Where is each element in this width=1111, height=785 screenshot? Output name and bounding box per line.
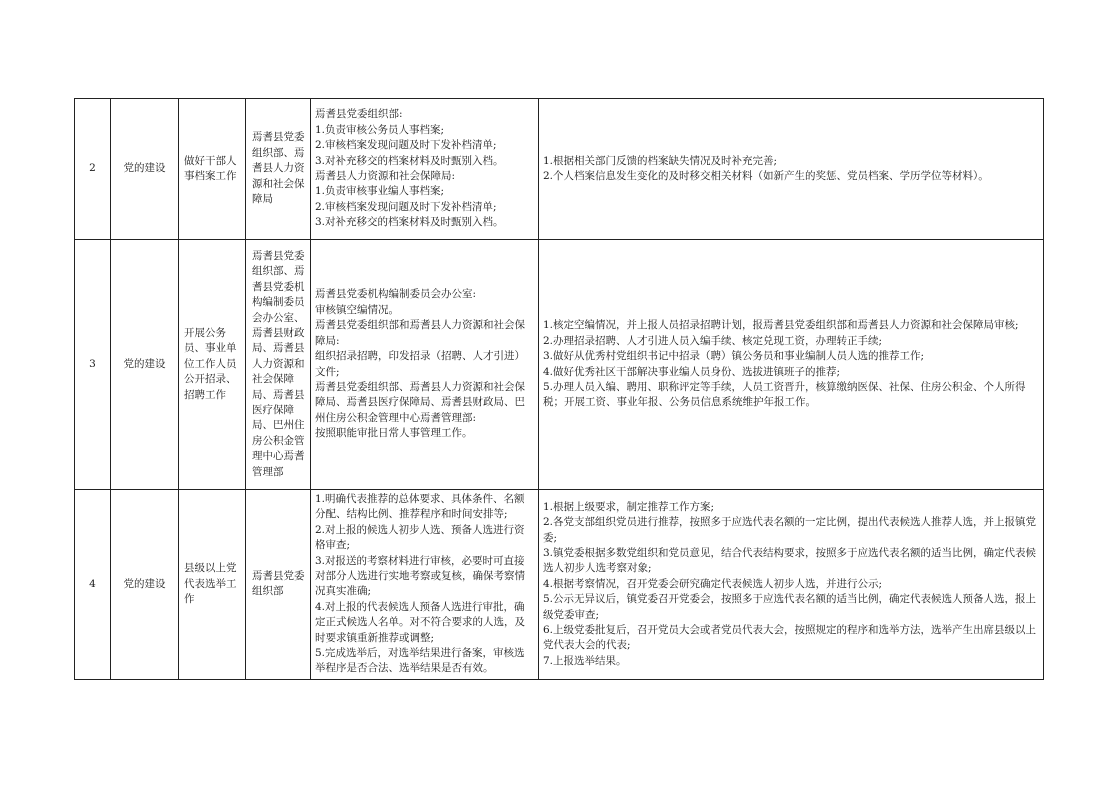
town-duty-line: 6.上级党委批复后，召开党员大会或者党员代表大会，按照规定的程序和选举方法，选举产生出席县级以上党代表大会的代表; (543, 623, 1037, 652)
town-duty-line: 2.个人档案信息发生变化的及时移交相关材料（如新产生的奖惩、党员档案、学历学位等材料）。 (543, 170, 989, 182)
row-number: 4 (75, 490, 111, 680)
county-duty-line: 组织招录招聘，印发招录（招聘、人才引进）文件; (315, 350, 525, 378)
table-row (75, 99, 1044, 240)
town-duty-line: 4.做好优秀社区干部解决事业编人员身份、选拔进镇班子的推荐; (543, 365, 841, 378)
county-duty-line: 焉耆县党委机构编制委员会办公室: (315, 288, 477, 301)
county-duty-line: 2.审核档案发现问题及时下发补档清单; (315, 139, 497, 152)
county-duty-line: 焉耆县党委组织部、焉耆县人力资源和社会保障局、焉耆县医疗保障局、焉耆县财政局、巴州住房公积金管理中心焉耆管理部: (315, 380, 525, 424)
item-cell: 县级以上党代表选举工作 (179, 490, 246, 680)
item-cell: 开展公务员、事业单位工作人员公开招录、招聘工作 (179, 240, 246, 490)
row-number: 2 (75, 99, 111, 240)
county-duty-cell (311, 99, 539, 240)
county-duty-cell (311, 490, 539, 680)
town-duty-line: 2.各党支部组织党员进行推荐，按照多于应选代表名额的一定比例，提出代表候选人推荐人选，并上报镇党委; (543, 516, 1037, 544)
town-duty-cell (539, 490, 1044, 680)
duty-table (74, 98, 1044, 680)
town-duty-line: 1.根据上级要求，制定推荐工作方案; (543, 500, 715, 513)
town-duty-line: 7.上报选举结果。 (543, 654, 627, 667)
item-cell: 做好干部人事档案工作 (179, 99, 246, 240)
row-number: 3 (75, 240, 111, 490)
category-cell: 党的建设 (111, 99, 179, 240)
county-duty-line: 1.明确代表推荐的总体要求、具体条件、名额分配、结构比例、推荐程序和时间安排等; (315, 493, 525, 521)
county-duty-line: 1.负责审核公务员人事档案; (315, 123, 445, 136)
county-duty-line: 2.审核档案发现问题及时下发补档清单; (315, 200, 497, 213)
county-duty-line: 5.完成选举后，对选举结果进行备案，审核选举程序是否合法、选举结果是否有效。 (315, 647, 525, 675)
town-duty-line: 1.根据相关部门反馈的档案缺失情况及时补充完善; (543, 154, 778, 167)
county-duty-cell (311, 240, 539, 490)
department-cell: 焉耆县党委组织部、焉耆县人力资源和社会保障局 (246, 99, 311, 240)
table-row (75, 490, 1044, 680)
county-duty-line: 3.对补充移交的档案材料及时甄别入档。 (315, 154, 504, 167)
county-duty-line: 2.对上报的候选人初步人选、预备人选进行资格审查; (315, 523, 525, 552)
county-duty-line: 1.负责审核事业编人事档案; (315, 185, 445, 198)
town-duty-line: 3.做好从优秀村党组织书记中招录（聘）镇公务员和事业编制人员人选的推荐工作; (543, 350, 925, 363)
county-duty-line: 焉耆县党委组织部和焉耆县人力资源和社会保障局: (315, 319, 525, 347)
county-duty-line: 按照职能审批日常人事管理工作。 (315, 427, 473, 440)
category-cell: 党的建设 (111, 240, 179, 490)
department-cell: 焉耆县党委组织部、焉耆县党委机构编制委员会办公室、焉耆县财政局、焉耆县人力资源和社会保障局、焉耆县医疗保障局、巴州住房公积金管理中心焉耆管理部 (246, 240, 311, 490)
town-duty-line: 4.根据考察情况，召开党委会研究确定代表候选人初步人选，并进行公示; (543, 577, 883, 590)
town-duty-line: 5.公示无异议后，镇党委召开党委会，按照多于应选代表名额的适当比例，确定代表候选人预备人选，报上级党委审查; (543, 593, 1037, 621)
county-duty-line: 焉耆县党委组织部: (315, 108, 403, 121)
county-duty-line: 4.对上报的代表候选人预备人选进行审批，确定正式候选人名单。对不符合要求的人选，及时要求镇重新推荐或调整; (315, 600, 525, 644)
town-duty-line: 5.办理人员入编、聘用、职称评定等手续，人员工资晋升，核算缴纳医保、社保、住房公积金、个人所得税；开展工资、事业年报、公务员信息系统维护年报工作。 (543, 380, 1026, 409)
town-duty-line: 1.核定空编情况，并上报人员招录招聘计划，报焉耆县党委组织部和焉耆县人力资源和社会保障局审核; (543, 319, 1019, 332)
town-duty-line: 3.镇党委根据多数党组织和党员意见，结合代表结构要求，按照多于应选代表名额的适当比例，确定代表候选人初步人选考察对象; (543, 546, 1037, 575)
county-duty-line: 3.对补充移交的档案材料及时甄别入档。 (315, 216, 504, 229)
town-duty-cell (539, 240, 1044, 490)
category-cell: 党的建设 (111, 490, 179, 680)
table-row (75, 240, 1044, 490)
town-duty-cell (539, 99, 1044, 240)
county-duty-line: 焉耆县人力资源和社会保障局: (315, 170, 456, 182)
town-duty-line: 2.办理招录招聘、人才引进人员入编手续、核定兑现工资，办理转正手续; (543, 334, 883, 347)
department-cell: 焉耆县党委组织部 (246, 490, 311, 680)
county-duty-line: 3.对报送的考察材料进行审核，必要时可直接对部分人选进行实地考察或复核，确保考察情况真实准确; (315, 554, 525, 598)
county-duty-line: 审核镇空编情况。 (315, 303, 399, 316)
